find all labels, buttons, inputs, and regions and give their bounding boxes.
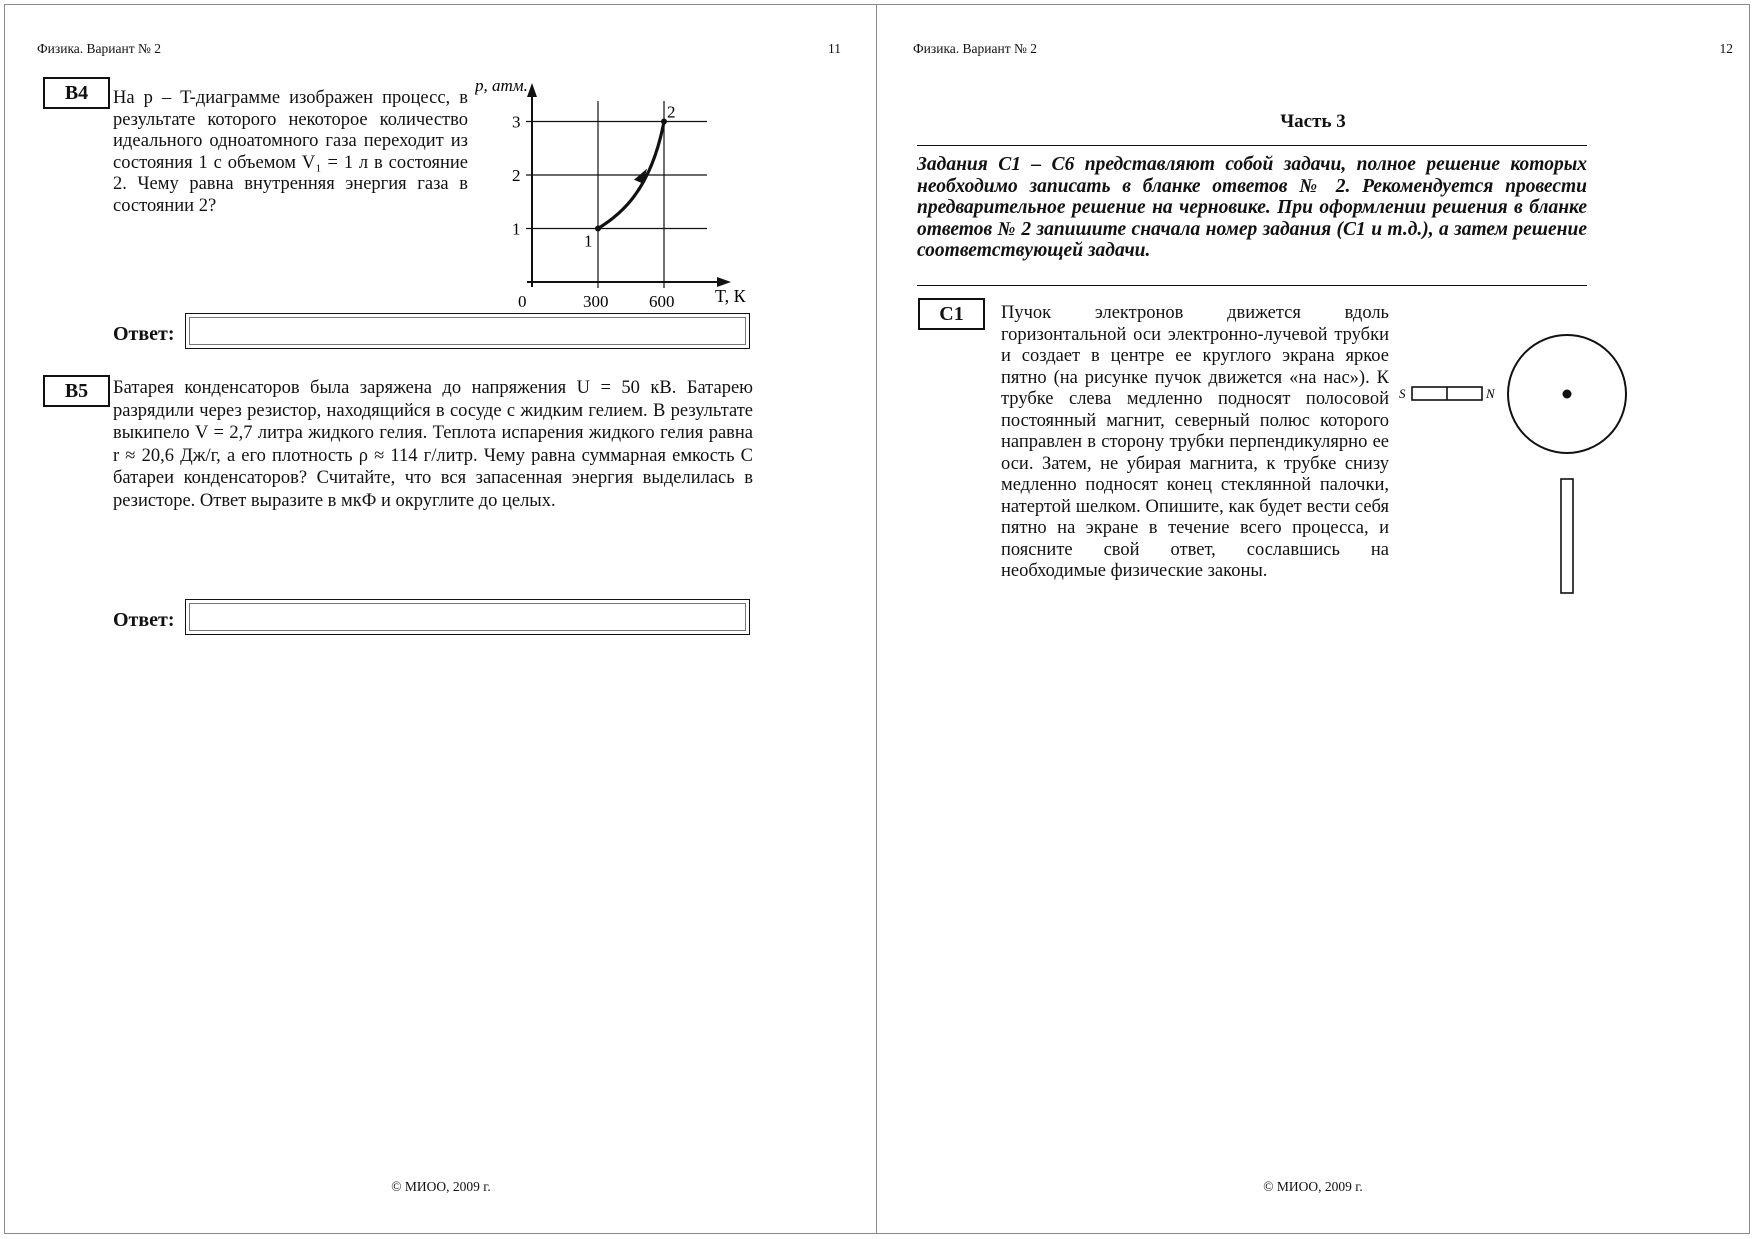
y-tick-label: 3 (512, 112, 521, 132)
page-right (876, 4, 1750, 1234)
x-tick-label: 300 (583, 292, 609, 311)
task-text-b5: Батарея конденсаторов была заряжена до напряжения U = 50 кВ. Батарею разрядили через резистор, находящийся в сосуде с жидким гелием. В результате выкипело V = 2,7 литра жидкого гелия. Теплота испарения жидкого гелия равна r ≈ 20,6 Дж/г, а его плотность ρ ≈ 114 г/литр. Чему равна суммарная емкость C батареи конденсаторов? Считайте, что вся запасенная энергия выделилась в резисторе. Ответ выразите в мкФ и округлите до целых. (113, 378, 753, 511)
y-tick-label: 2 (512, 166, 521, 185)
footer-copyright: © МИОО, 2009 г. (391, 1179, 491, 1194)
x-axis-label: T, К (715, 286, 746, 306)
header-title: Физика. Вариант № 2 (913, 41, 1038, 56)
magnet-south-label: S (1399, 386, 1406, 401)
x-tick-label: 0 (518, 292, 527, 311)
magnet-north-label: N (1486, 386, 1495, 401)
task-label-c1: С1 (918, 298, 985, 330)
footer-copyright: © МИОО, 2009 г. (1263, 1179, 1363, 1194)
part-instructions: Задания С1 – С6 представляют собой задачи, полное решение которых необходимо записать в бланке ответов № 2. Рекомендуется провести предварительное решение на черновике. При оформлении решения в бланке ответов № 2 запишите сначала номер задания (С1 и т.д.), а затем решение соответствующей задачи. (917, 154, 1587, 261)
answer-field-b5[interactable] (185, 599, 750, 635)
answer-label-b5: Ответ: (113, 609, 175, 631)
chart-axes (527, 83, 731, 287)
state-label-1: 1 (584, 231, 593, 251)
y-tick-label: 1 (512, 219, 521, 239)
header-title: Физика. Вариант № 2 (37, 41, 162, 56)
chart-grid (526, 101, 707, 288)
task-text-c1: Пучок электронов движется вдоль горизонтальной оси электронно-лучевой трубки и создает в центре ее круглого экрана яркое пятно (на рисунке пучок движется «на нас»). К трубке слева медленно подносят полосовой постоянный магнит, северный полюс которого направлен в сторону трубки перпендикулярно ее оси. Затем, не убирая магнита, к трубке снизу медленно подносят конец стеклянной палочки, натертой шелком. Опишите, как будет вести себя пятно на экране в течение всего процесса, и поясните свой ответ, сославшись на необходимые физические законы. (1001, 303, 1389, 581)
task-label-b4: B4 (43, 77, 110, 109)
c1-figure (1397, 325, 1637, 605)
page-number: 11 (828, 41, 841, 56)
page-number: 12 (1719, 41, 1733, 56)
answer-label-b4: Ответ: (113, 323, 175, 345)
part-title: Часть 3 (1280, 111, 1346, 132)
x-tick-label: 600 (649, 292, 675, 311)
glass-rod (1561, 479, 1573, 593)
bright-spot (1563, 390, 1572, 399)
divider-top (917, 145, 1587, 146)
page-left (4, 4, 878, 1234)
state-point-1 (595, 226, 601, 232)
answer-field-b4[interactable] (185, 313, 750, 349)
task-text-b4: На p – T-диаграмме изображен процесс, в результате которого некоторое количество идеального одноатомного газа переходит из состояния 1 с объемом V₁ = 1 л в состояние 2. Чему равна внутренняя энергия газа в состоянии 2? (113, 88, 468, 216)
pt-diagram-chart (475, 77, 775, 345)
task-label-b5: B5 (43, 375, 110, 407)
y-axis-arrow-icon (527, 83, 537, 97)
divider-bottom (917, 285, 1587, 286)
state-label-2: 2 (667, 102, 676, 122)
y-axis-label: p, атм. (475, 77, 528, 95)
